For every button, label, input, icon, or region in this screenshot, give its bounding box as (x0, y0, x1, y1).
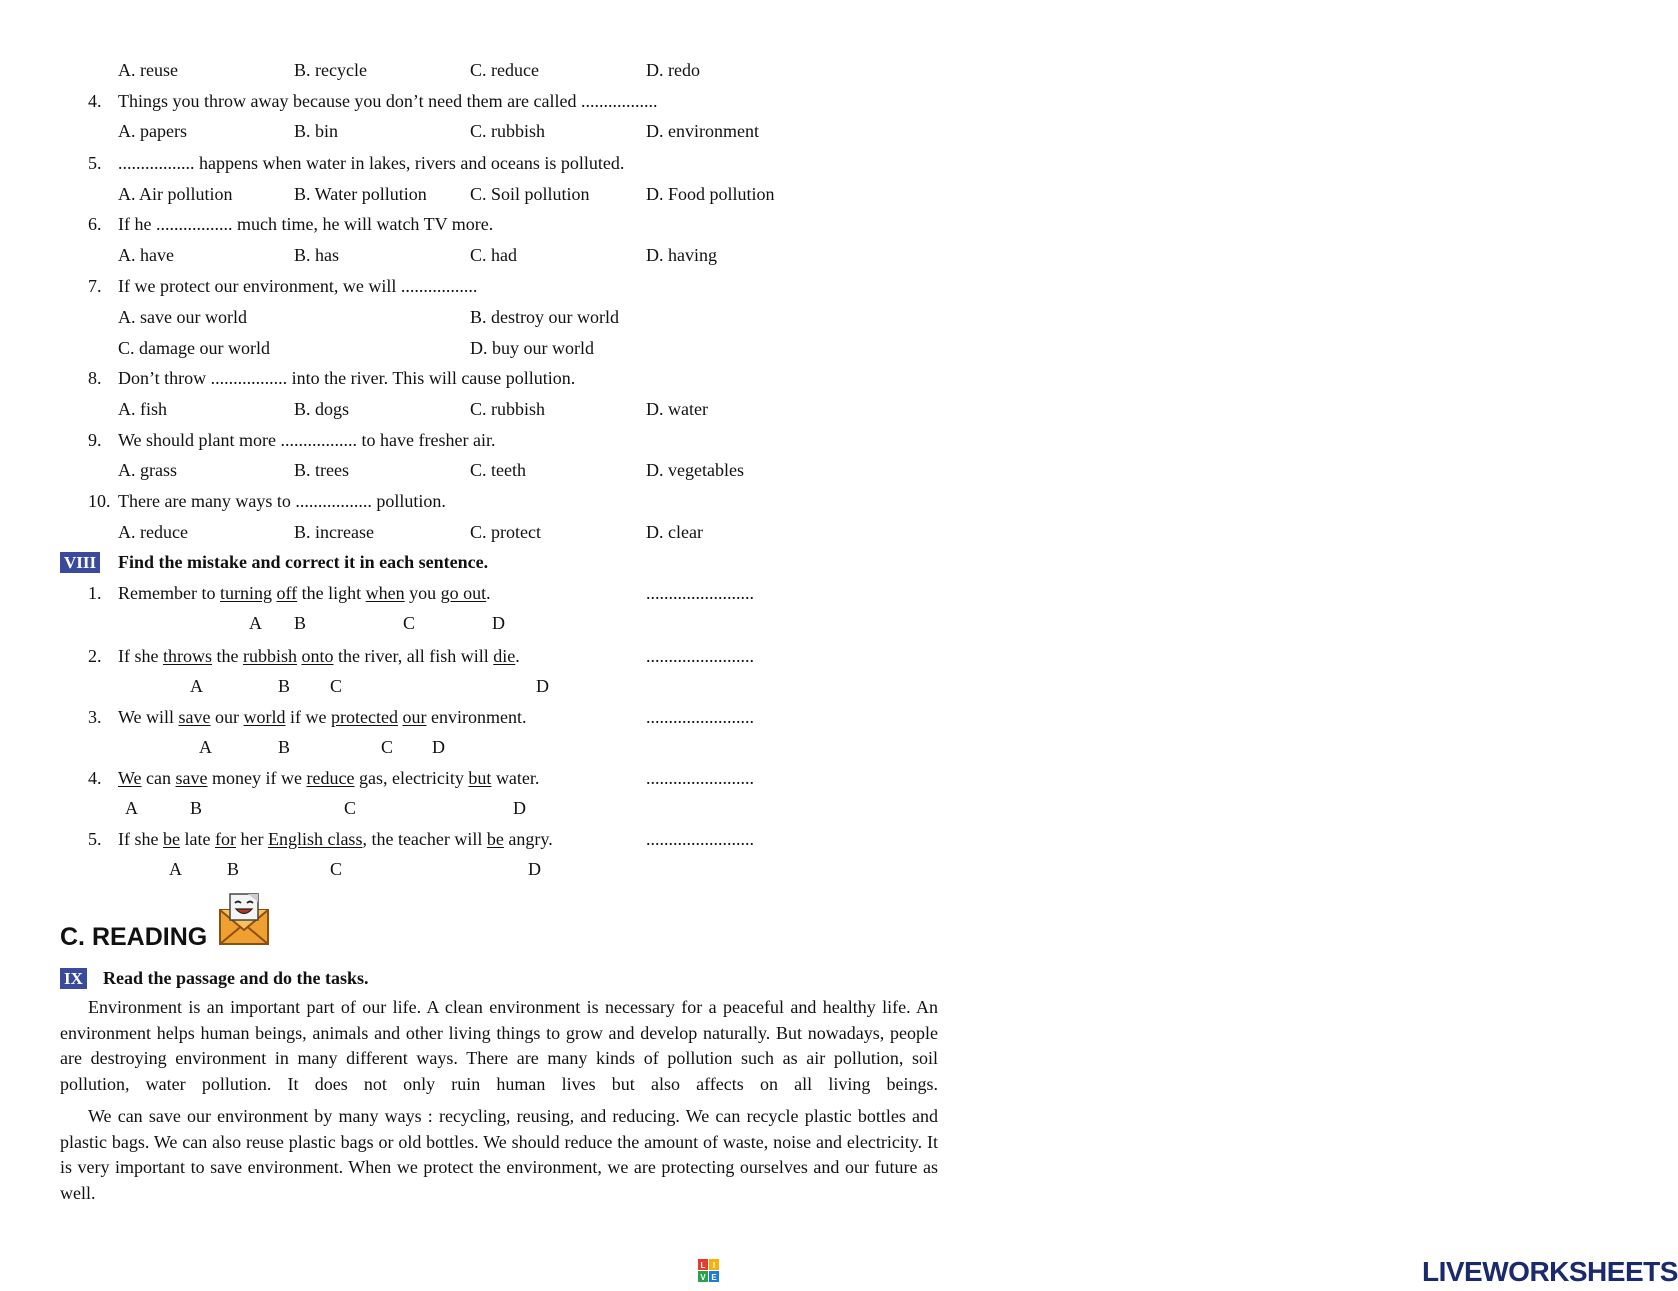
option-c[interactable]: C. rubbish (470, 399, 546, 419)
envelope-mascot-icon (218, 890, 270, 948)
letter-d: D (492, 613, 505, 633)
letter-d: D (513, 798, 526, 818)
underline-c[interactable]: reduce (306, 768, 355, 788)
option-a[interactable]: A. Air pollution (118, 184, 233, 204)
underline-c[interactable]: onto (301, 646, 334, 666)
option-a[interactable]: A. grass (118, 460, 177, 480)
option-b[interactable]: B. bin (294, 121, 339, 141)
passage-paragraph-2: We can save our environment by many ways : recycling, reusing, and reducing. We can recycle plastic bottles and plastic bags. We can also reuse plastic bags or old bottles. We should reduce the amount of waste, noise and electricity. It is very important to save environment. When we protect the environment, we are protecting ourselves and our future as well. (60, 1106, 938, 1203)
section-title: Read the passage and do the tasks. (103, 968, 369, 988)
question-number: 7. (88, 276, 102, 296)
option-d[interactable]: D. Food pollution (646, 184, 775, 204)
option-b[interactable]: B. increase (294, 522, 374, 542)
question-number: 10. (88, 491, 111, 511)
underline-a[interactable]: We (118, 768, 142, 788)
letter-b: B (294, 613, 307, 633)
question-stem: If we protect our environment, we will ................. (118, 276, 478, 296)
item-number: 1. (88, 583, 102, 603)
letter-d: D (432, 737, 445, 757)
question-stem: If he ................. much time, he will watch TV more. (118, 214, 494, 234)
letter-a: A (125, 798, 138, 818)
liveworksheets-logo-mark-icon (698, 1259, 720, 1283)
option-a[interactable]: A. papers (118, 121, 187, 141)
question-stem: There are many ways to ................. pollution. (118, 491, 446, 511)
item-sentence: If she throws the rubbish onto the river, all fish will die. (118, 646, 520, 666)
option-b[interactable]: B. destroy our world (470, 307, 619, 327)
item-number: 4. (88, 768, 102, 788)
option-b[interactable]: B. trees (294, 460, 349, 480)
item-sentence: We will save our world if we protected our environment. (118, 707, 527, 727)
option-c[interactable]: C. had (470, 245, 517, 265)
answer-blank[interactable]: ........................ (646, 829, 754, 849)
letter-d: D (536, 676, 549, 696)
option-a[interactable]: A. have (118, 245, 174, 265)
option-c[interactable]: C. rubbish (470, 121, 546, 141)
option-a[interactable]: A. fish (118, 399, 167, 419)
section-title: Find the mistake and correct it in each sentence. (118, 552, 489, 572)
letter-c: C (381, 737, 394, 757)
section-c-title: C. READING (60, 923, 208, 951)
underline-a[interactable]: save (178, 707, 211, 727)
letter-b: B (278, 737, 291, 757)
underline-c[interactable]: English class (267, 829, 363, 849)
underline-d[interactable]: go out (440, 583, 487, 603)
logo-text: LIVEWORKSHEETS (1422, 1256, 1678, 1287)
question-stem: Don’t throw ................. into the river. This will cause pollution. (118, 368, 576, 388)
option-c[interactable]: C. teeth (470, 460, 526, 480)
option-c[interactable]: C. damage our world (118, 338, 270, 358)
letter-d: D (528, 859, 541, 879)
item-sentence: We can save money if we reduce gas, electricity but water. (118, 768, 540, 788)
letter-c: C (330, 676, 343, 696)
underline-d[interactable]: our (402, 707, 427, 727)
item-number: 5. (88, 829, 102, 849)
question-stem: We should plant more ................. to have fresher air. (118, 430, 496, 450)
letter-a: A (249, 613, 262, 633)
letter-a: A (199, 737, 212, 757)
option-a[interactable]: A. reuse (118, 60, 178, 80)
option-d[interactable]: D. water (646, 399, 708, 419)
underline-b[interactable]: save (175, 768, 208, 788)
option-c[interactable]: C. reduce (470, 60, 539, 80)
underline-b[interactable]: off (276, 583, 298, 603)
letter-a: A (190, 676, 203, 696)
option-d[interactable]: D. environment (646, 121, 759, 141)
passage-paragraph-1: Environment is an important part of our life. A clean environment is necessary for a peaceful and healthy life. An environment helps human beings, animals and other living things to grow and develop naturally. But nowadays, people are destroying environment in many different ways. There are many kinds of pollution such as air pollution, soil pollution, water pollution. It does not only ruin human lives but also affects on all living beings. (60, 997, 938, 1094)
option-b[interactable]: B. Water pollution (294, 184, 427, 204)
underline-d[interactable]: be (486, 829, 504, 849)
logo-mark-letter: L (700, 1261, 706, 1270)
section-badge: VIII (60, 552, 100, 573)
option-c[interactable]: C. protect (470, 522, 541, 542)
option-b[interactable]: B. has (294, 245, 339, 265)
underline-a[interactable]: be (162, 829, 180, 849)
letter-b: B (190, 798, 203, 818)
option-d[interactable]: D. clear (646, 522, 703, 542)
underline-b[interactable]: rubbish (242, 646, 297, 666)
option-d[interactable]: D. buy our world (470, 338, 594, 358)
answer-blank[interactable]: ........................ (646, 768, 754, 788)
underline-a[interactable]: turning (219, 583, 272, 603)
answer-blank[interactable]: ........................ (646, 707, 754, 727)
underline-a[interactable]: throws (162, 646, 212, 666)
answer-blank[interactable]: ........................ (646, 583, 754, 603)
option-d[interactable]: D. redo (646, 60, 700, 80)
option-d[interactable]: D. vegetables (646, 460, 744, 480)
option-d[interactable]: D. having (646, 245, 717, 265)
underline-c[interactable]: when (365, 583, 405, 603)
underline-d[interactable]: but (468, 768, 492, 788)
question-number: 8. (88, 368, 102, 388)
letter-c: C (330, 859, 343, 879)
logo-mark-letter: V (700, 1273, 706, 1282)
item-sentence: If she be late for her English class, the teacher will be angry. (118, 829, 553, 849)
letter-c: C (344, 798, 357, 818)
underline-d[interactable]: die (493, 646, 516, 666)
question-number: 9. (88, 430, 102, 450)
question-number: 4. (88, 91, 102, 111)
item-number: 3. (88, 707, 102, 727)
option-a[interactable]: A. reduce (118, 522, 188, 542)
option-b[interactable]: B. dogs (294, 399, 350, 419)
underline-b[interactable]: for (214, 829, 236, 849)
question-number: 6. (88, 214, 102, 234)
underline-c[interactable]: protected (331, 707, 398, 727)
logo-mark-letter: I (712, 1261, 716, 1270)
question-stem: ................. happens when water in lakes, rivers and oceans is polluted. (118, 153, 625, 173)
item-sentence: Remember to turning off the light when you go out. (118, 583, 491, 603)
option-c[interactable]: C. Soil pollution (470, 184, 590, 204)
logo-mark-letter: E (711, 1273, 717, 1282)
question-stem: Things you throw away because you don’t need them are called ................. (118, 91, 658, 111)
letter-b: B (278, 676, 291, 696)
section-badge: IX (60, 968, 87, 989)
letter-a: A (169, 859, 182, 879)
item-number: 2. (88, 646, 102, 666)
underline-b[interactable]: world (243, 707, 286, 727)
letter-b: B (227, 859, 240, 879)
answer-blank[interactable]: ........................ (646, 646, 754, 666)
option-a[interactable]: A. save our world (118, 307, 247, 327)
option-b[interactable]: B. recycle (294, 60, 367, 80)
letter-c: C (403, 613, 416, 633)
question-number: 5. (88, 153, 102, 173)
